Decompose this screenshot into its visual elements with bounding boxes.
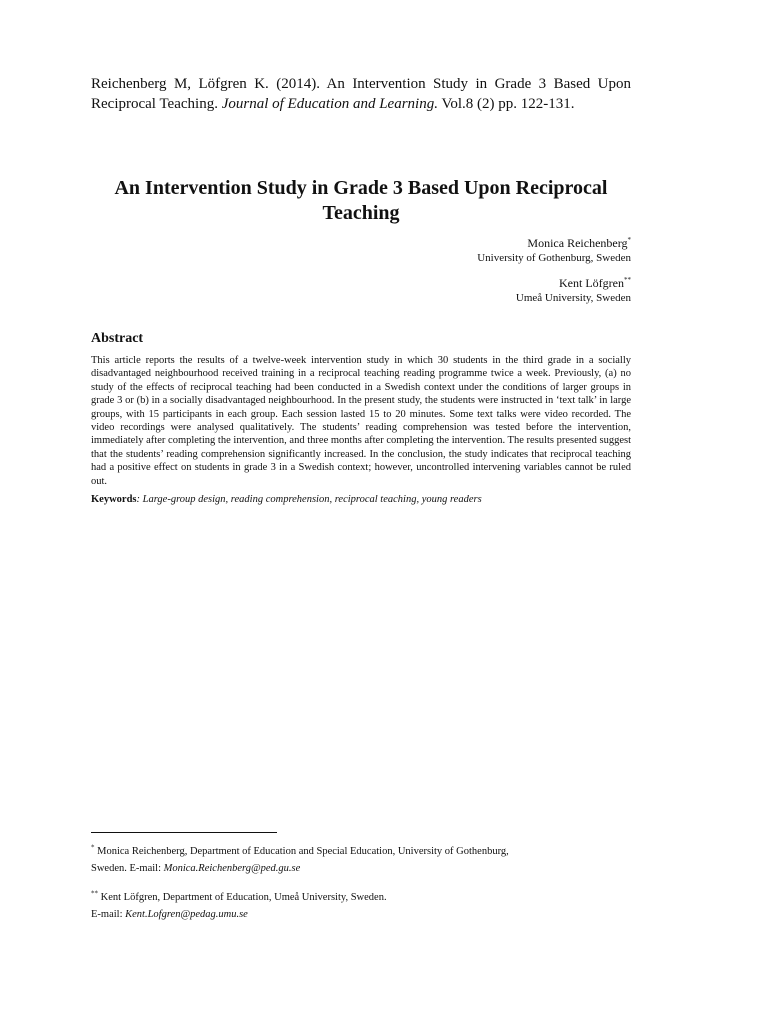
author-name: Monica Reichenberg — [527, 236, 628, 250]
footnote-text: Kent Löfgren, Department of Education, Umeå University, Sweden. — [100, 892, 387, 903]
keywords — [91, 493, 631, 506]
keywords-label: Keywords — [91, 494, 137, 505]
footnote-marker: * — [91, 843, 95, 852]
author-affiliation: Umeå University, Sweden — [515, 292, 631, 304]
citation-authors: Reichenberg M, Löfgren K. (2014). An Intervention Study in Grade 3 Based Upon Reciprocal Teaching. — [91, 76, 631, 112]
citation — [91, 74, 631, 114]
citation-journal: Journal of Education and Learning. — [221, 96, 438, 112]
footnote-email-prefix: Sweden. E-mail: — [91, 863, 164, 874]
author-name: Kent Löfgren — [559, 276, 624, 290]
footnote-email: Monica.Reichenberg@ped.gu.se — [163, 863, 301, 874]
keywords-list: : Large-group design, reading comprehension, reciprocal teaching, young readers — [136, 494, 482, 505]
footnote-email: Kent.Lofgren@pedag.umu.se — [125, 909, 248, 920]
footnote-1 — [91, 843, 631, 877]
abstract-body: This article reports the results of a twelve-week intervention study in which 30 students in the third grade in a socially disadvantaged neighbourhood received training in a reciprocal teaching reading programme twice a week. Previously, (a) no study of the effects of reciprocal teaching had been conducted in a Swedish context under the conditions of larger groups in grade 3 or (b) in a socially disadvantaged neighbourhood. In the present study, the students were instructed in ‘text talk’ in large groups, with 15 participants in each group. Each session lasted 15 to 20 minutes. Some text talks were video recorded. The video recordings were analysed qualitatively. The students’ reading comprehension was tested before the intervention, immediately after completing the intervention, and three months after completing the intervention. The results presented suggest that the students’ reading comprehension significantly increased. In the conclusion, the study indicates that reciprocal teaching had a positive effect on students in grade 3 in a Swedish context; however, uncontrolled intervening variables cannot be ruled out. — [91, 355, 631, 487]
author-marker: ** — [624, 276, 631, 284]
abstract-heading: Abstract — [91, 331, 144, 346]
author-marker: * — [627, 236, 631, 244]
footnote-email-prefix: E-mail: — [91, 909, 126, 920]
footnote-divider — [91, 832, 277, 833]
author-block-2 — [516, 276, 631, 305]
footnote-2 — [91, 889, 631, 923]
author-affiliation: University of Gothenburg, Sweden — [477, 252, 631, 264]
citation-volume: Vol.8 (2) pp. 122-131. — [441, 96, 575, 112]
footnote-text: Monica Reichenberg, Department of Education and Special Education, University of Gothenburg, — [97, 846, 509, 857]
author-block-1 — [477, 236, 631, 265]
footnote-marker: ** — [91, 889, 98, 898]
paper-title: An Intervention Study in Grade 3 Based Upon Reciprocal Teaching — [114, 177, 608, 224]
